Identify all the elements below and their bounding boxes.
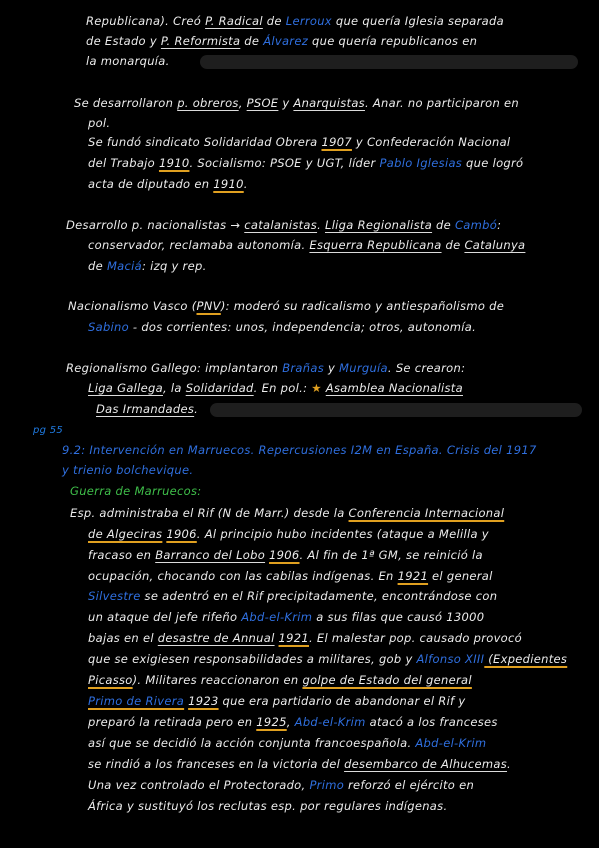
- term: p. obreros: [177, 96, 239, 110]
- date: 1906: [166, 527, 197, 541]
- term: PSOE: [246, 96, 279, 110]
- note-line: Sabino - dos corrientes: unos, independencia; otros, autonomía.: [88, 320, 477, 334]
- page-reference: pg 55: [33, 425, 64, 436]
- date: 1910: [213, 177, 244, 191]
- date: 1921: [278, 631, 309, 645]
- term: Liga Gallega: [88, 381, 163, 395]
- name-highlight: Abd-el-Krim: [294, 715, 366, 729]
- note-line: África y sustituyó los reclutas esp. por regulares indígenas.: [88, 799, 448, 813]
- note-line: Desarrollo p. nacionalistas → catalanistas. Lliga Regionalista de Cambó:: [66, 218, 502, 232]
- note-line: pol.: [88, 116, 111, 130]
- term: Conferencia Internacional: [348, 506, 505, 520]
- name-highlight: Alfonso XIII: [416, 652, 485, 666]
- term: P. Radical: [205, 14, 263, 28]
- name-highlight: Abd-el-Krim: [241, 610, 313, 624]
- name-highlight: Álvarez: [263, 34, 309, 48]
- section-heading-cont: y trienio bolchevique.: [62, 463, 194, 477]
- note-line: Se fundó sindicato Solidaridad Obrera 1907 y Confederación Nacional: [88, 135, 511, 149]
- term: desembarco de Alhucemas: [344, 757, 508, 771]
- note-line: que se exigiesen responsabilidades a militares, gob y Alfonso XIII (Expedientes: [88, 652, 568, 666]
- note-line: Silvestre se adentró en el Rif precipitadamente, encontrándose con: [88, 589, 498, 603]
- note-line: de Algeciras 1906. Al principio hubo incidentes (ataque a Melilla y: [88, 527, 489, 541]
- term: Solidaridad: [185, 381, 254, 395]
- note-line: Una vez controlado el Protectorado, Primo reforzó el ejército en: [88, 778, 475, 792]
- note-line: acta de diputado en 1910.: [88, 177, 248, 191]
- name-highlight: Sabino: [88, 320, 129, 334]
- note-line: Esp. administraba el Rif (N de Marr.) desde la Conferencia Internacional: [70, 506, 505, 520]
- note-line: Primo de Rivera 1923 que era partidario de abandonar el Rif y: [88, 694, 466, 708]
- note-line: Nacionalismo Vasco (PNV): moderó su radicalismo y antiespañolismo de: [68, 299, 505, 313]
- name-highlight: Primo de Rivera: [88, 694, 185, 708]
- note-line: se rindió a los franceses en la victoria del desembarco de Alhucemas.: [88, 757, 511, 771]
- term: (Expedientes: [484, 652, 568, 666]
- name-highlight: Cambó: [454, 218, 498, 232]
- note-line: Picasso). Militares reaccionaron en golpe de Estado del general: [88, 673, 472, 687]
- note-line: preparó la retirada pero en 1925, Abd-el-Krim atacó a los franceses: [88, 715, 498, 729]
- note-line: Regionalismo Gallego: implantaron Brañas y Murguía. Se crearon:: [66, 361, 466, 375]
- date: 1907: [321, 135, 352, 149]
- term: Catalunya: [464, 238, 526, 252]
- note-line: bajas en el desastre de Annual 1921. El malestar pop. causado provocó: [88, 631, 522, 645]
- name-highlight: Lerroux: [285, 14, 332, 28]
- redaction-scribble: [210, 403, 582, 417]
- name-highlight: Pablo Iglesias: [379, 156, 463, 170]
- term: Lliga Regionalista: [324, 218, 433, 232]
- note-line: Liga Gallega, la Solidaridad. En pol.: ★ Asamblea Nacionalista: [88, 381, 463, 395]
- term: golpe de Estado del general: [302, 673, 472, 687]
- date: 1910: [158, 156, 190, 170]
- note-line: Das Irmandades.: [96, 402, 199, 416]
- term: Barranco del Lobo: [155, 548, 266, 562]
- name-highlight: Murguía: [339, 361, 388, 375]
- term: Esquerra Republicana: [309, 238, 442, 252]
- note-line: la monarquía.: [86, 54, 170, 68]
- date: 1921: [397, 569, 429, 583]
- note-line: fracaso en Barranco del Lobo 1906. Al fin de 1ª GM, se reinició la: [88, 548, 483, 562]
- name-highlight: Primo: [309, 778, 345, 792]
- term: Picasso: [88, 673, 133, 687]
- name-highlight: Brañas: [282, 361, 324, 375]
- term: Anarquistas: [293, 96, 365, 110]
- term: de Algeciras: [88, 527, 163, 541]
- note-line: de Maciá: izq y rep.: [88, 259, 207, 273]
- note-line: así que se decidió la acción conjunta francoespañola. Abd-el-Krim: [88, 736, 487, 750]
- name-highlight: Abd-el-Krim: [415, 736, 487, 750]
- name-highlight: Maciá: [106, 259, 142, 273]
- term: P. Reformista: [160, 34, 241, 48]
- section-heading: 9.2: Intervención en Marruecos. Repercusiones I2M en España. Crisis del 1917: [62, 443, 537, 457]
- date: 1925: [256, 715, 287, 729]
- note-line: Se desarrollaron p. obreros, PSOE y Anarquistas. Anar. no participaron en: [74, 96, 519, 110]
- star-icon: ★: [311, 381, 322, 395]
- date: 1906: [269, 548, 300, 562]
- name-highlight: Silvestre: [88, 589, 141, 603]
- note-line: del Trabajo 1910. Socialismo: PSOE y UGT, líder Pablo Iglesias que logró: [88, 156, 524, 170]
- note-line: Republicana). Creó P. Radical de Lerroux que quería Iglesia separada: [86, 14, 504, 28]
- term: PNV: [196, 299, 221, 313]
- note-line: un ataque del jefe rifeño Abd-el-Krim a sus filas que causó 13000: [88, 610, 485, 624]
- term: Das Irmandades: [96, 402, 195, 416]
- subsection-heading: Guerra de Marruecos:: [70, 484, 202, 498]
- note-line: de Estado y P. Reformista de Álvarez que quería republicanos en: [86, 34, 478, 48]
- note-line: conservador, reclamaba autonomía. Esquerra Republicana de Catalunya: [88, 238, 526, 252]
- redaction-scribble: [200, 55, 578, 69]
- note-line: ocupación, chocando con las cabilas indígenas. En 1921 el general: [88, 569, 493, 583]
- term: desastre de Annual: [157, 631, 275, 645]
- term: catalanistas: [244, 218, 318, 232]
- term: Asamblea Nacionalista: [325, 381, 463, 395]
- date: 1923: [188, 694, 219, 708]
